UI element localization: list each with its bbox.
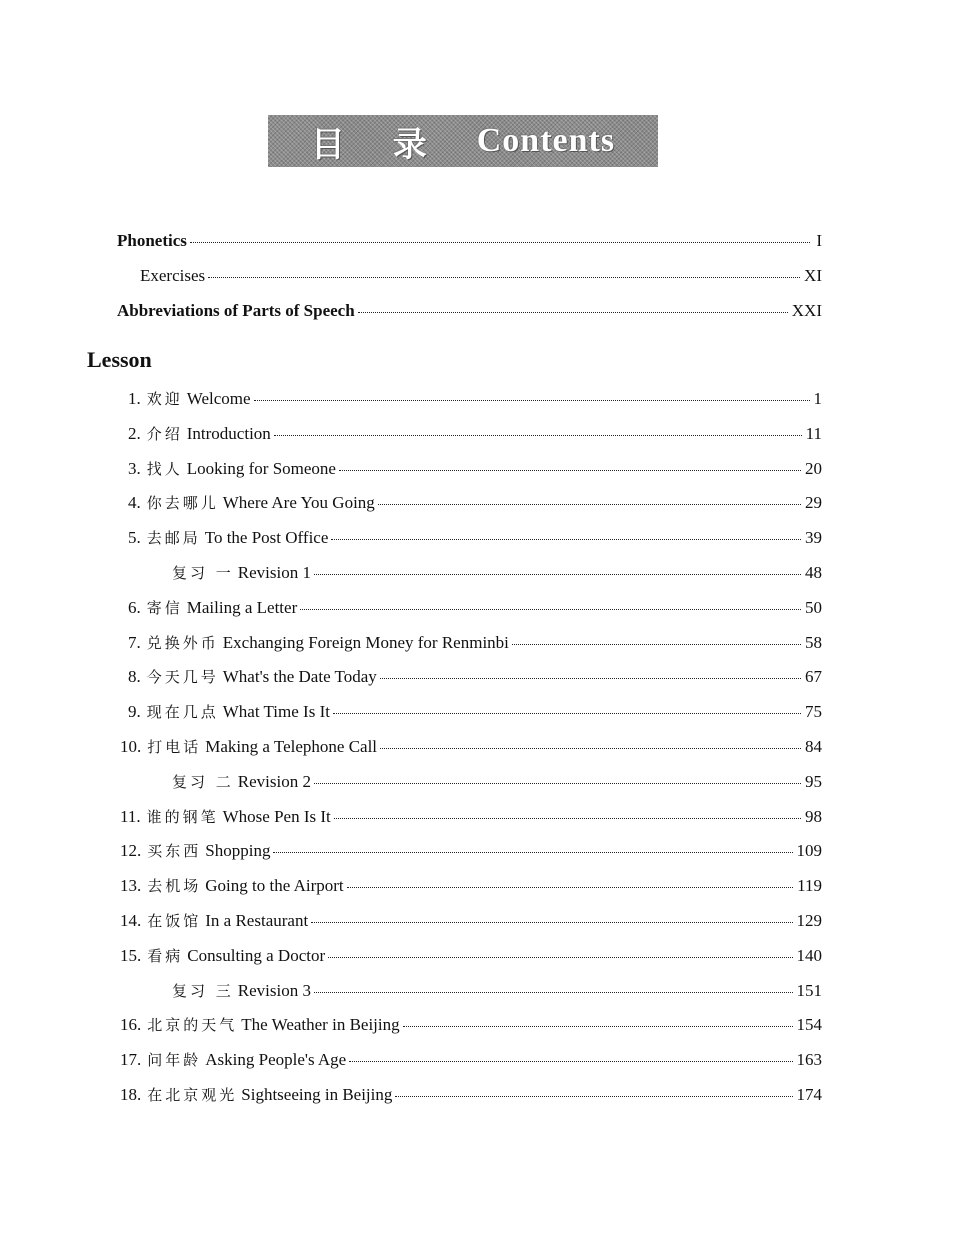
lesson-title-chinese: 你去哪儿 — [146, 494, 219, 512]
toc-entry-lesson[interactable] — [120, 1014, 822, 1036]
toc-entry-lesson[interactable] — [128, 458, 822, 480]
lesson-title-english: Whose Pen Is It — [222, 807, 331, 826]
lesson-number: 18. — [120, 1085, 142, 1104]
lesson-title-english: Revision 3 — [237, 981, 311, 1000]
entry-page: 1 — [813, 389, 822, 408]
toc-entry-lesson[interactable] — [128, 527, 822, 549]
lesson-title-chinese: 找人 — [146, 460, 183, 478]
entry-page: 95 — [805, 772, 822, 791]
lesson-title-english: Introduction — [186, 424, 271, 443]
entry-page: 11 — [805, 424, 822, 443]
lesson-title-chinese: 看病 — [147, 947, 184, 965]
lesson-number: 7. — [128, 633, 141, 652]
lesson-number: 17. — [120, 1050, 142, 1069]
lesson-title-chinese: 去机场 — [147, 877, 202, 895]
entry-page: 39 — [805, 528, 822, 547]
lesson-title-chinese: 欢迎 — [146, 390, 183, 408]
lesson-number: 5. — [128, 528, 141, 547]
toc-entry-lesson[interactable] — [120, 806, 822, 828]
toc-entry-lesson[interactable] — [120, 736, 822, 758]
entry-page: I — [816, 231, 822, 250]
dot-leader — [331, 539, 801, 540]
entry-label — [120, 736, 380, 758]
toc-entry-revision[interactable] — [172, 562, 822, 584]
lesson-title-chinese: 去邮局 — [146, 529, 201, 547]
toc-entry-lesson[interactable] — [120, 1049, 822, 1071]
entry-label — [128, 666, 380, 688]
lesson-title-chinese: 介绍 — [146, 425, 183, 443]
dot-leader — [349, 1061, 792, 1062]
entry-page: 58 — [805, 633, 822, 652]
lesson-title-english: Welcome — [186, 389, 251, 408]
dot-leader — [339, 470, 801, 471]
dot-leader — [190, 242, 810, 243]
lesson-number: 8. — [128, 667, 141, 686]
dot-leader — [403, 1026, 793, 1027]
lesson-number: 9. — [128, 702, 141, 721]
entry-page: 98 — [805, 807, 822, 826]
lesson-title-chinese: 复习 一 — [172, 564, 234, 582]
lesson-title-chinese: 买东西 — [147, 842, 202, 860]
lesson-title-english: Asking People's Age — [205, 1050, 347, 1069]
lesson-title-english: Going to the Airport — [205, 876, 344, 895]
entry-page: 20 — [805, 459, 822, 478]
lesson-title-english: Mailing a Letter — [186, 598, 298, 617]
toc-entry-abbreviations[interactable] — [117, 300, 822, 322]
dot-leader — [334, 818, 801, 819]
entry-page: XXI — [791, 301, 822, 320]
entry-page: 129 — [796, 911, 822, 930]
entry-label — [128, 701, 333, 723]
dot-leader — [314, 992, 793, 993]
entry-page: 29 — [805, 493, 822, 512]
entry-label — [128, 632, 512, 654]
lesson-title-english: Exchanging Foreign Money for Renminbi — [222, 633, 509, 652]
toc-entry-exercises[interactable] — [140, 265, 822, 287]
dot-leader — [358, 312, 788, 313]
toc-entry-lesson[interactable] — [128, 423, 822, 445]
lesson-number: 15. — [120, 946, 142, 965]
entry-label — [120, 806, 334, 828]
entry-page: 75 — [805, 702, 822, 721]
dot-leader — [512, 644, 801, 645]
toc-entry-lesson[interactable] — [120, 910, 822, 932]
lesson-title-chinese: 复习 二 — [172, 773, 234, 791]
dot-leader — [380, 748, 801, 749]
dot-leader — [333, 713, 801, 714]
toc-entry-lesson[interactable] — [128, 388, 822, 410]
entry-page: 174 — [796, 1085, 822, 1104]
entry-page: 151 — [796, 981, 822, 1000]
dot-leader — [314, 574, 801, 575]
lesson-number: 14. — [120, 911, 142, 930]
dot-leader — [254, 400, 810, 401]
entry-page: 119 — [797, 876, 822, 895]
lesson-title-english: Revision 2 — [237, 772, 311, 791]
toc-entry-revision[interactable] — [172, 980, 822, 1002]
toc-entry-lesson[interactable] — [128, 632, 822, 654]
lesson-number: 13. — [120, 876, 142, 895]
lesson-title-english: The Weather in Beijing — [241, 1015, 400, 1034]
entry-label — [120, 1084, 395, 1106]
lesson-title-chinese: 今天几号 — [146, 668, 219, 686]
entry-label: Phonetics — [117, 231, 187, 250]
dot-leader — [378, 504, 801, 505]
lesson-number: 1. — [128, 389, 141, 408]
toc-entry-lesson[interactable] — [120, 1084, 822, 1106]
dot-leader — [274, 435, 802, 436]
lesson-title-chinese: 在北京观光 — [147, 1086, 238, 1104]
entry-label — [120, 840, 273, 862]
lesson-title-chinese: 问年龄 — [147, 1051, 202, 1069]
lesson-title-english: What Time Is It — [222, 702, 330, 721]
lesson-title-english: Looking for Someone — [186, 459, 336, 478]
toc-entry-lesson[interactable] — [128, 492, 822, 514]
dot-leader — [314, 783, 801, 784]
entry-label — [120, 945, 328, 967]
entry-label: Exercises — [140, 266, 206, 285]
entry-label — [120, 875, 347, 897]
toc-entry-lesson[interactable] — [120, 945, 822, 967]
lesson-number: 10. — [120, 737, 142, 756]
lesson-number: 4. — [128, 493, 141, 512]
lesson-title-english: To the Post Office — [204, 528, 329, 547]
lesson-title-english: Revision 1 — [237, 563, 311, 582]
title-chinese: 目 录 — [310, 124, 445, 165]
entry-label — [120, 910, 311, 932]
lesson-title-english: In a Restaurant — [205, 911, 309, 930]
lesson-title-chinese: 现在几点 — [146, 703, 219, 721]
dot-leader — [328, 957, 792, 958]
lesson-number: 2. — [128, 424, 141, 443]
entry-label — [172, 562, 314, 584]
entry-label — [128, 597, 300, 619]
contents-title-banner — [268, 115, 658, 167]
toc-entry-lesson[interactable] — [128, 701, 822, 723]
toc-entry-phonetics[interactable] — [117, 230, 822, 252]
entry-label — [172, 980, 314, 1002]
dot-leader — [395, 1096, 792, 1097]
lesson-title-english: Sightseeing in Beijing — [241, 1085, 393, 1104]
lesson-title-chinese: 北京的天气 — [147, 1016, 238, 1034]
dot-leader — [311, 922, 792, 923]
dot-leader — [300, 609, 801, 610]
dot-leader — [273, 852, 792, 853]
title-english: Contents — [476, 122, 616, 159]
lesson-number: 11. — [120, 807, 141, 826]
lesson-number: 12. — [120, 841, 142, 860]
entry-label — [128, 388, 254, 410]
lesson-title-chinese: 复习 三 — [172, 982, 234, 1000]
entry-page: 48 — [805, 563, 822, 582]
toc-entry-lesson[interactable] — [120, 875, 822, 897]
entry-label — [128, 492, 378, 514]
entry-label: Abbreviations of Parts of Speech — [117, 301, 355, 320]
lesson-number: 16. — [120, 1015, 142, 1034]
dot-leader — [347, 887, 794, 888]
entry-label — [128, 458, 339, 480]
lesson-title-english: Where Are You Going — [222, 493, 375, 512]
entry-page: 84 — [805, 737, 822, 756]
dot-leader — [208, 277, 800, 278]
lesson-title-chinese: 在饭馆 — [147, 912, 202, 930]
entry-page: 109 — [796, 841, 822, 860]
lesson-title-english: What's the Date Today — [222, 667, 377, 686]
lesson-title-chinese: 兑换外币 — [146, 634, 219, 652]
dot-leader — [380, 678, 801, 679]
entry-page: 67 — [805, 667, 822, 686]
entry-label — [120, 1014, 403, 1036]
lesson-title-english: Shopping — [205, 841, 271, 860]
entry-label — [128, 423, 274, 445]
entry-label — [120, 1049, 349, 1071]
lesson-title-english: Making a Telephone Call — [205, 737, 378, 756]
lesson-title-chinese: 谁的钢笔 — [146, 808, 219, 826]
toc-entry-revision[interactable] — [172, 771, 822, 793]
entry-page: 154 — [796, 1015, 822, 1034]
entry-page: 50 — [805, 598, 822, 617]
entry-label — [128, 527, 331, 549]
entry-page: 140 — [796, 946, 822, 965]
entry-label — [172, 771, 314, 793]
lesson-title-chinese: 打电话 — [147, 738, 202, 756]
section-heading-lesson: Lesson — [87, 347, 152, 372]
entry-page: 163 — [796, 1050, 822, 1069]
lesson-title-english: Consulting a Doctor — [187, 946, 326, 965]
lesson-number: 6. — [128, 598, 141, 617]
entry-page: XI — [804, 266, 822, 285]
toc-entry-lesson[interactable] — [128, 597, 822, 619]
toc-entry-lesson[interactable] — [128, 666, 822, 688]
lesson-number: 3. — [128, 459, 141, 478]
toc-entry-lesson[interactable] — [120, 840, 822, 862]
lesson-title-chinese: 寄信 — [146, 599, 183, 617]
